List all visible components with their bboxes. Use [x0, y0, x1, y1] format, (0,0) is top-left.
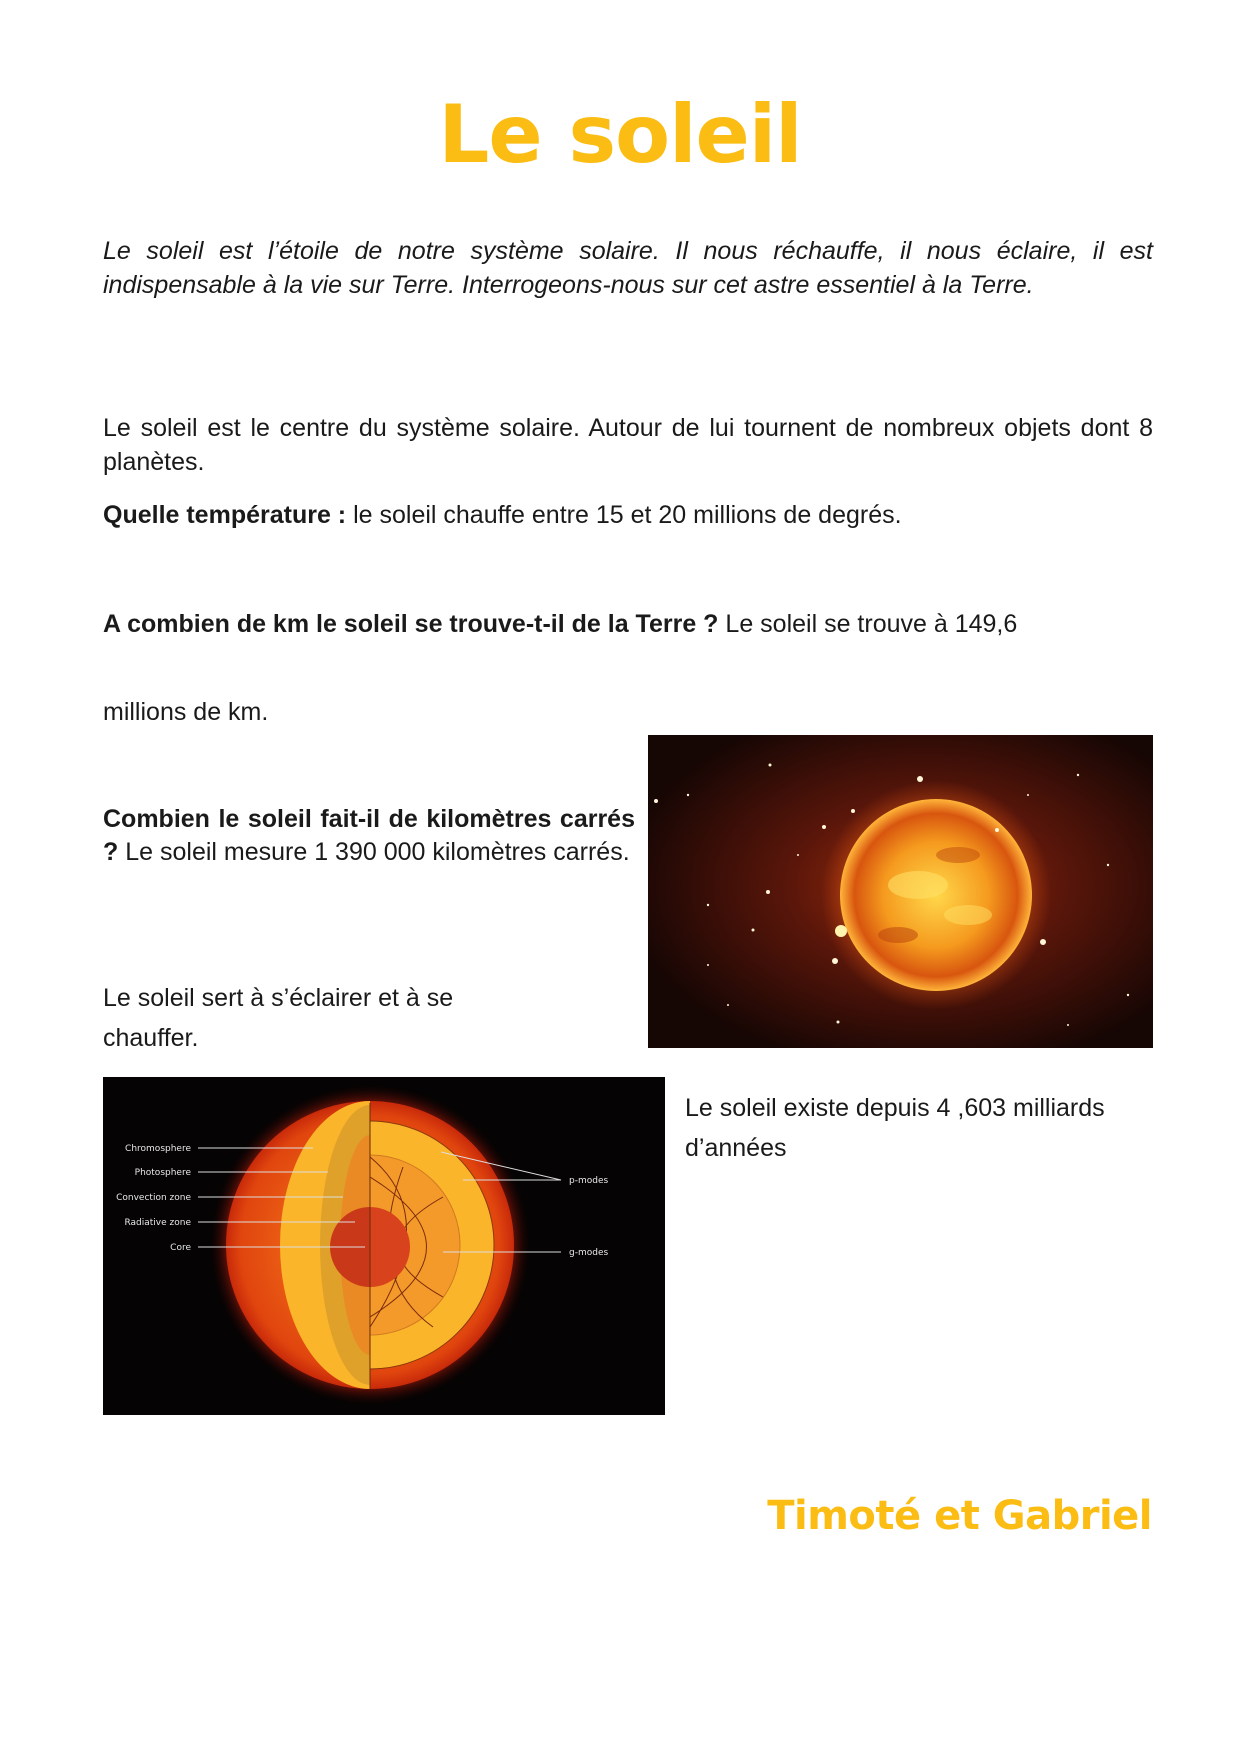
size-question: Combien le soleil fait-il de kilomètres carrés ? [103, 805, 635, 866]
size-paragraph [103, 803, 635, 869]
author-signature: Timoté et Gabriel [767, 1493, 1152, 1539]
sun-structure-diagram [103, 1077, 665, 1415]
intro-paragraph: Le soleil est l’étoile de notre système solaire. Il nous réchauffe, il nous éclaire, il est indispensable à la vie sur Terre. Interrogeons-nous sur cet astre essentiel à la Terre. [103, 237, 1153, 299]
age-paragraph: Le soleil existe depuis 4 ,603 milliards d’années [685, 1094, 1105, 1162]
diagram-label-convection-zone: Convection zone [116, 1193, 191, 1203]
sun-photo-image [648, 735, 1153, 1048]
page-title: Le soleil [438, 88, 802, 181]
diagram-label-g-modes: g-modes [569, 1248, 609, 1258]
diagram-label-core: Core [170, 1243, 191, 1253]
diagram-label-chromosphere: Chromosphere [125, 1144, 191, 1154]
size-answer: Le soleil mesure 1 390 000 kilomètres carrés. [118, 838, 630, 866]
sun-photo [648, 735, 1153, 1048]
diagram-label-radiative-zone: Radiative zone [124, 1218, 191, 1228]
distance-answer: Le soleil se trouve à 149,6 [718, 610, 1018, 638]
diagram-label-photosphere: Photosphere [134, 1168, 191, 1178]
distance-question: A combien de km le soleil se trouve-t-il de la Terre ? [103, 610, 719, 638]
use-paragraph: Le soleil sert à s’éclairer et à se chauffer. [103, 984, 454, 1052]
center-paragraph: Le soleil est le centre du système solaire. Autour de lui tournent de nombreux objets dont 8 planètes. [103, 414, 1153, 476]
temperature-question: Quelle température : [103, 501, 347, 529]
temperature-answer: le soleil chauffe entre 15 et 20 millions de degrés. [346, 501, 902, 529]
temperature-paragraph [103, 498, 1153, 532]
distance-answer-continued: millions de km. [103, 698, 269, 726]
diagram-label-p-modes: p-modes [569, 1176, 609, 1186]
sun-structure-image [103, 1077, 665, 1415]
distance-paragraph [103, 607, 1153, 641]
